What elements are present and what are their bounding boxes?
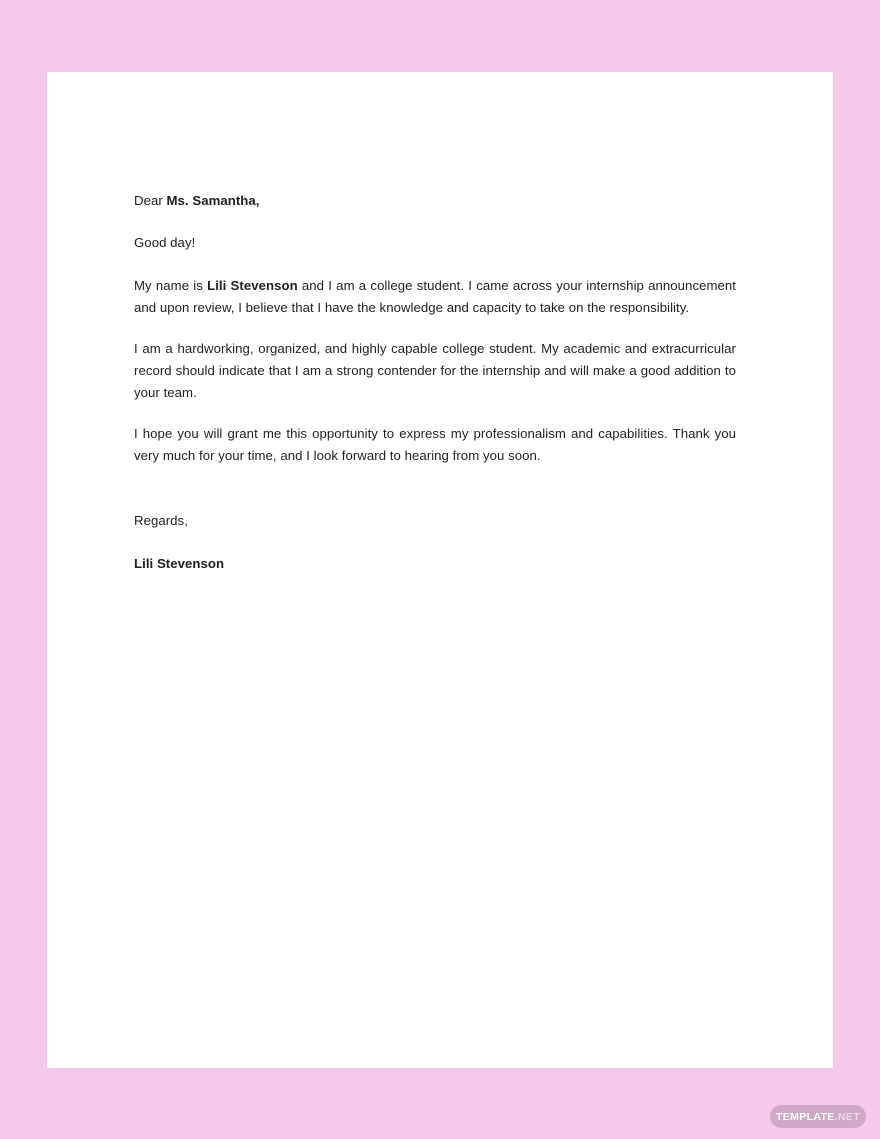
salutation-line: Good day! xyxy=(134,235,196,250)
letter-page xyxy=(47,72,833,1068)
paragraph-1-after: and I am a college student. I came across your internship announcement and upon review, I believe that I have the knowledge and capacity to take on the responsibility. xyxy=(134,278,736,315)
watermark-suffix: .NET xyxy=(834,1110,860,1123)
closing-line: Regards, xyxy=(134,513,188,528)
greeting-recipient: Ms. Samantha, xyxy=(166,193,260,208)
body-paragraph-1 xyxy=(134,275,736,319)
letter-body xyxy=(134,190,736,575)
body-paragraph-2: I am a hardworking, organized, and highly capable college student. My academic and extracurricular record should indicate that I am a strong contender for the internship and will make a good addition to your team. xyxy=(134,341,736,400)
signature-name: Lili Stevenson xyxy=(134,556,225,571)
body-paragraph-3: I hope you will grant me this opportunity to express my professionalism and capabilities. Thank you very much for your time, and I look forward to hearing from you soon. xyxy=(134,426,736,463)
greeting-prefix: Dear xyxy=(134,193,167,208)
watermark-label xyxy=(776,1111,860,1123)
paragraph-1-before: My name is xyxy=(134,278,208,293)
watermark-brand: TEMPLATE xyxy=(776,1110,835,1123)
greeting-line xyxy=(134,190,736,212)
paragraph-1-bold-name: Lili Stevenson xyxy=(207,278,298,293)
template-net-watermark-badge[interactable] xyxy=(770,1105,866,1128)
